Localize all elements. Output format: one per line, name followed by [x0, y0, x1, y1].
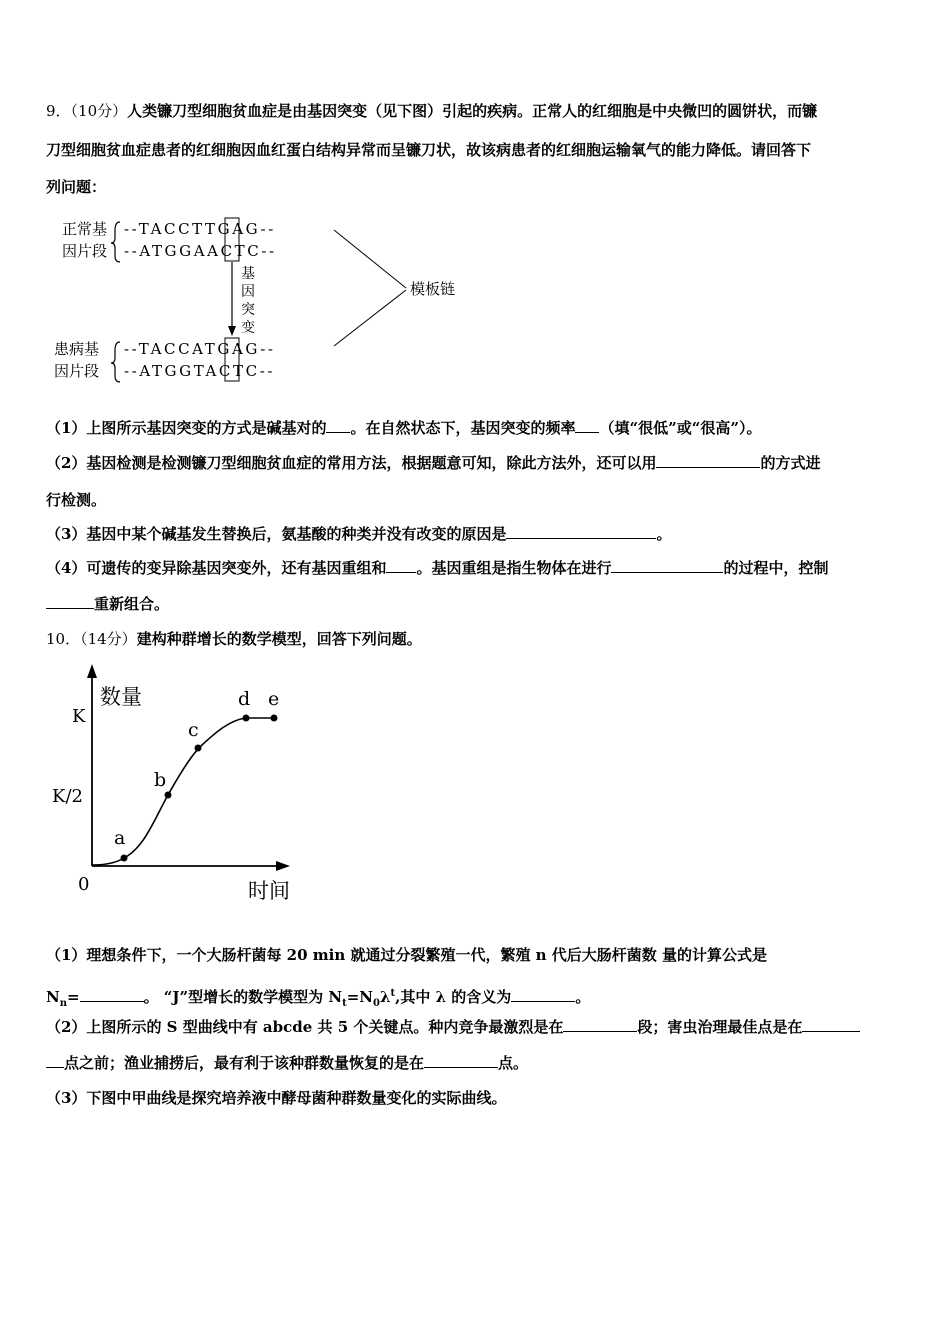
- q10-stem: 建构种群增长的数学模型，回答下列问题。: [136, 630, 422, 648]
- mutation-arrow-head: [228, 326, 236, 336]
- blank[interactable]: [46, 1053, 64, 1068]
- q10-number: 10．（14分）: [46, 630, 137, 648]
- patient-strand-2: --ATGGTACTC--: [124, 362, 276, 380]
- blank[interactable]: [80, 987, 144, 1002]
- blank[interactable]: [575, 418, 599, 433]
- point-c-label: c: [188, 719, 199, 741]
- q10-line-1: [46, 629, 422, 649]
- x-axis-arrow: [276, 861, 290, 871]
- q9-part-3: [46, 524, 671, 544]
- q10-p1-sup-t: t: [390, 988, 396, 999]
- template-line-top: [334, 230, 406, 288]
- blank[interactable]: [563, 1017, 637, 1032]
- point-e-label: e: [268, 688, 280, 710]
- point-b-marker: [165, 792, 172, 799]
- point-d-marker: [243, 715, 250, 722]
- blank[interactable]: [46, 594, 94, 609]
- q10-p2-text-a: （2）上图所示的 S 型曲线中有 abcde 共 5 个关键点。种内竞争最激烈是在: [46, 1018, 564, 1036]
- blank[interactable]: [611, 558, 723, 573]
- blank[interactable]: [511, 987, 575, 1002]
- blank[interactable]: [506, 524, 656, 539]
- origin-label: 0: [78, 874, 90, 895]
- point-b-label: b: [154, 769, 167, 791]
- normal-brace: [111, 222, 120, 262]
- q10-p1-sub-t: t: [342, 998, 347, 1009]
- q9-p1-text-b: 。在自然状态下，基因突变的频率: [350, 419, 576, 437]
- q9-p4-text-a: （4）可遗传的变异除基因突变外，还有基因重组和: [46, 559, 387, 577]
- gene-mutation-diagram: [44, 208, 484, 388]
- q9-part-4: [46, 558, 828, 578]
- q9-part-2: [46, 453, 820, 473]
- q10-p2-text-b: 段；害虫治理最佳点是在: [637, 1018, 803, 1036]
- patient-gene-label-2: 因片段: [54, 362, 100, 380]
- q9-stem-line-1: 人类镰刀型细胞贫血症是由基因突变（见下图）引起的疾病。正常人的红细胞是中央微凹的圆饼状，而镰: [127, 102, 818, 120]
- point-a-label: a: [114, 827, 126, 849]
- q9-part-1: [46, 418, 761, 438]
- blank[interactable]: [424, 1053, 498, 1068]
- point-a-marker: [121, 855, 128, 862]
- q9-p2-continued: 行检测。: [46, 491, 107, 509]
- k-half-label: K/2: [52, 786, 83, 807]
- q9-p4-text-c: 的过程中，控制: [723, 559, 829, 577]
- q10-part-2: [46, 1017, 860, 1037]
- q10-p1-text-b: N: [46, 988, 60, 1006]
- patient-gene-label-1: 患病基: [54, 340, 100, 358]
- q9-p3-text-a: （3）基因中某个碱基发生替换后，氨基酸的种类并没有改变的原因是: [46, 525, 507, 543]
- mutation-char-4: 变: [241, 320, 255, 336]
- q10-p1-text-c: =: [67, 988, 80, 1006]
- q9-stem-line-3: 列问题：: [46, 178, 107, 196]
- q9-p4-text-d: 重新组合。: [94, 595, 170, 613]
- q9-p4-continued: [46, 594, 169, 614]
- q9-p2-text-b: 的方式进: [760, 454, 821, 472]
- q10-p1-text-f: λ: [379, 988, 391, 1006]
- q9-stem-line-2: 刀型细胞贫血症患者的红细胞因血红蛋白结构异常而呈镰刀状，故该病患者的红细胞运输氧气的能力降低。请回答下: [46, 141, 812, 159]
- y-axis-label: 数量: [100, 685, 142, 709]
- point-d-label: d: [238, 688, 251, 710]
- q9-p1-text-c: （填“很低”或“很高”）。: [599, 419, 762, 437]
- patient-strand-1: --TACCATGAG--: [124, 340, 276, 358]
- q9-p1-text-a: （1）上图所示基因突变的方式是碱基对的: [46, 419, 327, 437]
- point-e-marker: [271, 715, 278, 722]
- patient-brace: [111, 342, 120, 382]
- x-axis-label: 时间: [248, 879, 290, 903]
- normal-gene-label-2: 因片段: [62, 242, 108, 260]
- q9-p4-text-b: 。基因重组是指生物体在进行: [416, 559, 612, 577]
- y-axis-arrow: [87, 664, 97, 678]
- q10-p1-text-h: 。: [575, 988, 591, 1006]
- q10-p1-formulas: [46, 984, 590, 1014]
- normal-strand-2: --ATGGAACTC--: [124, 242, 277, 260]
- q9-p3-text-b: 。: [656, 525, 672, 543]
- template-line-bottom: [334, 290, 406, 346]
- mutation-char-2: 因: [241, 284, 255, 300]
- q9-line-1: [46, 101, 817, 121]
- blank[interactable]: [386, 558, 416, 573]
- mutation-char-1: 基: [241, 266, 255, 282]
- blank[interactable]: [802, 1017, 860, 1032]
- q10-p1-sub-n: n: [59, 998, 67, 1009]
- blank[interactable]: [326, 418, 350, 433]
- mutation-char-3: 突: [241, 302, 255, 318]
- q10-part-1: （1）理想条件下，一个大肠杆菌每 20 min 就通过分裂繁殖一代，繁殖 n 代后大肠杆菌数 量的计算公式是: [46, 946, 768, 964]
- q10-p1-text-e: =N: [346, 988, 373, 1006]
- s-curve-graph: [44, 660, 314, 910]
- q10-p2-continued: [46, 1053, 528, 1073]
- q10-p1-text-g: ,其中 λ 的含义为: [395, 988, 512, 1006]
- point-c-marker: [195, 745, 202, 752]
- q10-part-3: （3）下图中甲曲线是探究培养液中酵母菌种群数量变化的实际曲线。: [46, 1089, 507, 1107]
- q10-p2-text-c: 点之前；渔业捕捞后，最有利于该种群数量恢复的是在: [64, 1054, 425, 1072]
- normal-gene-label-1: 正常基: [62, 220, 108, 238]
- blank[interactable]: [656, 453, 760, 468]
- k-label: K: [72, 706, 86, 727]
- q10-p2-text-d: 点。: [498, 1054, 529, 1072]
- q10-p1-sub-0: 0: [373, 998, 380, 1009]
- q9-number: 9．（10分）: [46, 102, 128, 120]
- q10-p1-text-d: 。 “J”型增长的数学模型为 N: [143, 988, 343, 1006]
- normal-strand-1: --TACCTTGAG--: [124, 220, 276, 238]
- template-strand-label: 模板链: [410, 280, 456, 298]
- q9-p2-text-a: （2）基因检测是检测镰刀型细胞贫血症的常用方法，根据题意可知，除此方法外，还可以用: [46, 454, 657, 472]
